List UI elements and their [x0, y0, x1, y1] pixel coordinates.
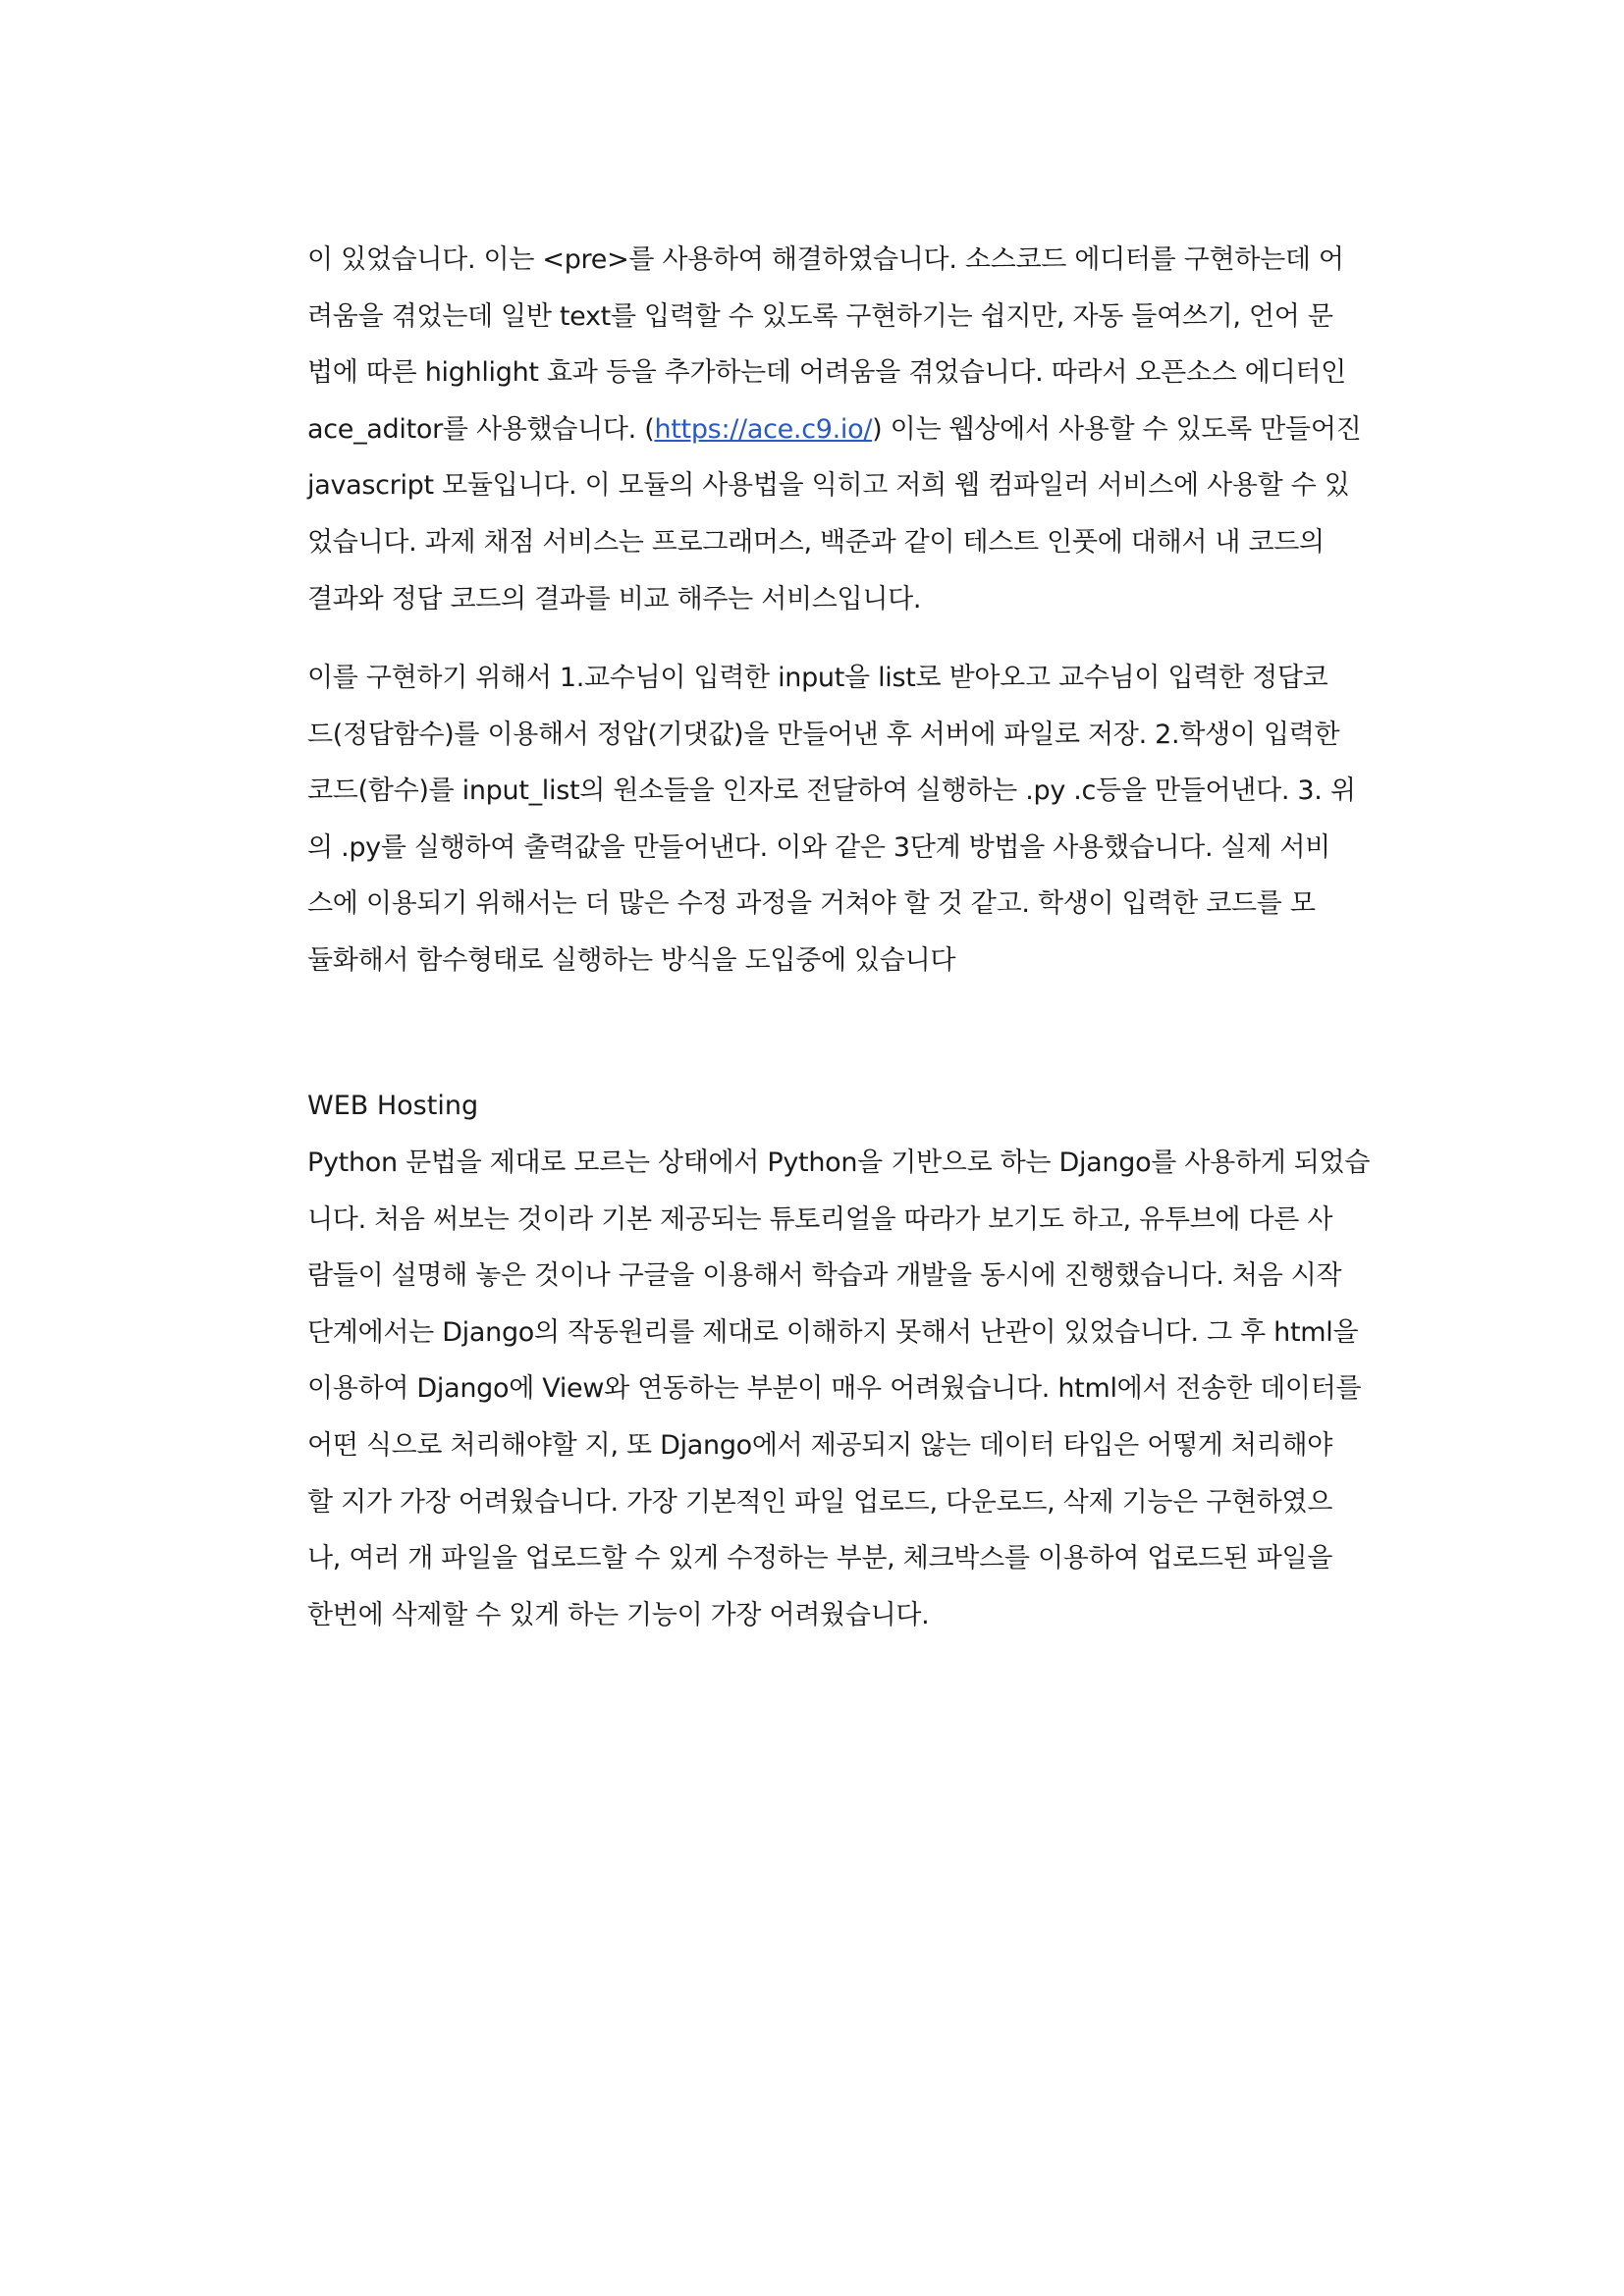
paragraph-line: 니다. 처음 써보는 것이라 기본 제공되는 튜토리얼을 따라가 보기도 하고, 유투브에 다른 사 — [307, 1203, 1333, 1235]
line-text-before-link: ace_aditor를 사용했습니다. ( — [307, 413, 655, 445]
paragraph-line: 법에 따른 highlight 효과 등을 추가하는데 어려움을 겪었습니다. 따라서 오픈소스 에디터인 — [307, 357, 1346, 389]
section-web-hosting — [307, 1078, 1446, 1643]
paragraph-line: 어떤 식으로 처리해야할 지, 또 Django에서 제공되지 않는 데이터 타입은 어떻게 처리해야 — [307, 1429, 1333, 1461]
paragraph-line: Python 문법을 제대로 모르는 상태에서 Python을 기반으로 하는 Django를 사용하게 되었습 — [307, 1148, 1371, 1178]
paragraph-line: 할 지가 가장 어려웠습니다. 가장 기본적인 파일 업로드, 다운로드, 삭제 기능은 구현하였으 — [307, 1486, 1333, 1518]
section-heading: WEB Hosting — [307, 1091, 479, 1121]
paragraph-line: 었습니다. 과제 채점 서비스는 프로그래머스, 백준과 같이 테스트 인풋에 대해서 내 코드의 — [307, 526, 1325, 558]
paragraph-line-with-link — [307, 401, 1446, 458]
paragraph-line: 결과와 정답 코드의 결과를 비교 해주는 서비스입니다. — [307, 583, 922, 614]
paragraph-line: 한번에 삭제할 수 있게 하는 기능이 가장 어려웠습니다. — [307, 1599, 930, 1630]
paragraph-line: 이 있었습니다. 이는 <pre>를 사용하여 해결하였습니다. 소스코드 에디터를 구현하는데 어 — [307, 244, 1344, 275]
paragraph-editor-implementation — [307, 232, 1446, 627]
paragraph-line: 듈화해서 함수형태로 실행하는 방식을 도입중에 있습니다 — [307, 944, 956, 976]
paragraph-line: 이를 구현하기 위해서 1.교수님이 입력한 input을 list로 받아오고 교수님이 입력한 정답코 — [307, 663, 1328, 693]
paragraph-grading-implementation — [307, 650, 1446, 989]
line-text-after-link: ) 이는 웹상에서 사용할 수 있도록 만들어진 — [872, 413, 1362, 445]
paragraph-line: 나, 여러 개 파일을 업로드할 수 있게 수정하는 부분, 체크박스를 이용하여 업로드된 파일을 — [307, 1543, 1333, 1575]
paragraph-line: javascript 모듈입니다. 이 모듈의 사용법을 익히고 저희 웹 컴파일러 서비스에 사용할 수 있 — [307, 470, 1350, 502]
paragraph-line: 람들이 설명해 놓은 것이나 구글을 이용해서 학습과 개발을 동시에 진행했습니다. 처음 시작 — [307, 1260, 1342, 1292]
paragraph-line: 려움을 겪었는데 일반 text를 입력할 수 있도록 구현하기는 쉽지만, 자동 들여쓰기, 언어 문 — [307, 300, 1333, 332]
paragraph-line: 의 .py를 실행하여 출력값을 만들어낸다. 이와 같은 3단계 방법을 사용했습니다. 실제 서비 — [307, 831, 1330, 863]
paragraph-line: 드(정답함수)를 이용해서 정압(기댓값)을 만들어낸 후 서버에 파일로 저장. 2.학생이 입력한 — [307, 719, 1340, 750]
ace-editor-link[interactable]: https://ace.c9.io/ — [654, 413, 873, 445]
paragraph-line: 스에 이용되기 위해서는 더 많은 수정 과정을 거쳐야 할 것 같고. 학생이 입력한 코드를 모 — [307, 888, 1316, 920]
paragraph-line: 코드(함수)를 input_list의 원소들을 인자로 전달하여 실행하는 .py .c등을 만들어낸다. 3. 위 — [307, 775, 1356, 807]
paragraph-line: 단계에서는 Django의 작동원리를 제대로 이해하지 못해서 난관이 있었습니다. 그 후 html을 — [307, 1316, 1359, 1348]
paragraph-line: 이용하여 Django에 View와 연동하는 부분이 매우 어려웠습니다. html에서 전송한 데이터를 — [307, 1373, 1362, 1405]
